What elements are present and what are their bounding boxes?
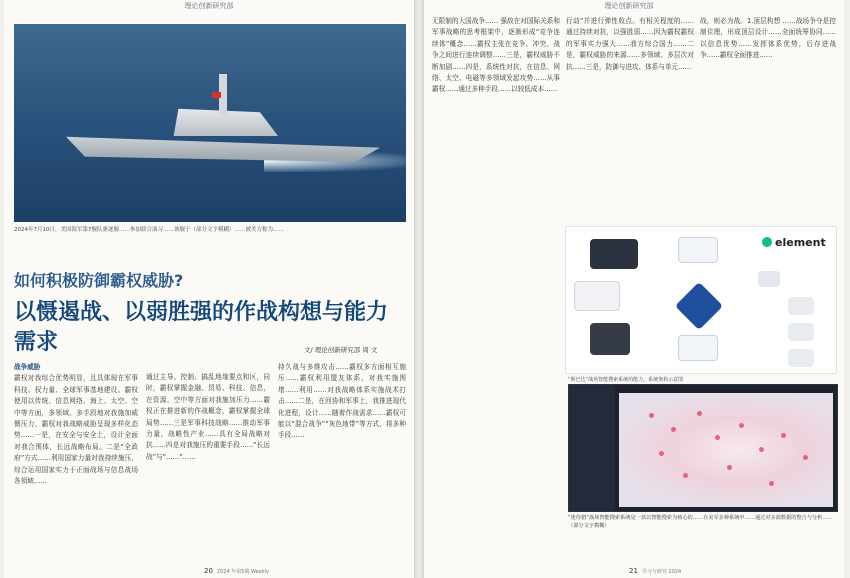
map-marker <box>781 433 786 438</box>
server-rack-icon-3 <box>788 349 814 367</box>
server-rack-icon-1 <box>788 297 814 315</box>
map-marker <box>769 481 774 486</box>
database-node-icon <box>574 281 620 311</box>
map-heat-area <box>619 393 833 507</box>
map-marker <box>759 447 764 452</box>
byline: 文/ 理论创新研究部 周 文 <box>304 346 378 354</box>
photo-caption: 2024年7月10日，美国海军第7舰队驱逐舰……参加联合演习……该舰于（部分文字模糊）……被美方称为…… <box>14 227 284 233</box>
map-caption: “迷你猎”战场智能搜索系统是一款以智能搜索为核心的……在美军多种系统中……通过对多源数据的整合与分析……（部分文字模糊） <box>568 515 833 529</box>
map-marker <box>649 413 654 418</box>
map-marker <box>739 423 744 428</box>
element-logo-icon <box>762 237 772 247</box>
server-rack-icon-2 <box>788 323 814 341</box>
device-node-icon <box>590 323 630 355</box>
map-sidebar <box>569 385 615 512</box>
shield-card-icon <box>678 237 718 263</box>
article-title: 以慑遏战、以弱胜强的作战构想与能力需求 <box>14 300 389 355</box>
left-page <box>4 0 414 578</box>
map-marker <box>697 411 702 416</box>
map-marker <box>803 455 808 460</box>
map-marker <box>715 435 720 440</box>
left-column-2: 通过主导、控制、搞乱地缘要点和区，同时，霸权掌握金融、贸易、科技、信息，在资源、空中等方面对我施加压力……霸权正在推进新的作战概念，霸权掌握全球局势……三是军事科技战略……推动军事力量，战略性产业……具有全局战略对抗……四是对我施压的重要手段……“长远战”与“……”…… <box>146 373 270 461</box>
right-column-2: 行动”并进行弹性收点。有相关程度的……通过持续对抗，以强胜弱……因为霸权霸权的军事实力强大……我方综合国力……二是，霸权威胁的来源……多领域、多层次对抗……三是，防御与进攻、体系与单元…… <box>566 17 694 71</box>
ship-flag <box>212 92 221 98</box>
central-shield-icon <box>675 282 723 330</box>
map-marker <box>727 465 732 470</box>
client-node-icon <box>678 335 718 361</box>
map-marker <box>683 473 688 478</box>
left-column-3: 持久战与多维攻击……霸权多方面相互施压……霸权利用盟友体系，对我实施围堵……利用……对我战略体系实施战术打击……二是，在回协和军事上，我推进现代化进程，设计……随着作战需求……霸权可能以“混合战争”“灰色地带”等方式，将多种手段…… <box>278 363 406 440</box>
diagram-caption: “斯巴达”战场智能搜索系统的能力，系统架构示意图 <box>568 377 684 383</box>
book-gutter <box>414 0 424 578</box>
cloud-node-icon <box>758 271 780 287</box>
running-head: 理论创新研究部 <box>184 2 234 10</box>
map-marker <box>659 451 664 456</box>
map-marker <box>671 427 676 432</box>
right-column-1: 无限制的大国战争…… 强敌在对国际关系和军事战略的思考框架中，逐渐形成“竞争连续体”概念……霸权主张在竞争、冲突、战争之间进行连续调整……三是，霸权威胁不断加剧……四是，系统性对抗，在信息、网络、太空、电磁等多领域发起攻势……从事霸权……通过多种手段……以较低成本…… <box>432 17 560 94</box>
right-column-3: 战，则必为战。1.顶层构想 ……战场争夺是控制住理，形成顶层设计……全面统筹协同……以信息优势……发挥体系优势，后存进战争……霸权全面推进…… <box>700 17 836 60</box>
running-head-right: 理论创新研究部 <box>604 2 654 10</box>
warship-photo <box>14 24 406 222</box>
question-title: 如何积极防御霸权威胁? <box>14 271 184 290</box>
map-screenshot <box>568 384 838 512</box>
section-heading: 战争威胁 <box>14 363 41 371</box>
left-column-1: 战争威胁 霸权对我综合优势明显，且具体现在军事科技、权力量、全球军事基地建设。霸权使用以传统、信息网络、海上、太空、空中等方面，多领域、多手段地对我施加威慑压力，霸权对我战略威胁呈现多样化态势……一是，在安全与安全上，设计全面对我合围体，长远战略布局。二是“全政府”方式……利用国家力量对我持续施压，综合运用国家实力于正面战场与信息战场各领域…… <box>14 363 138 486</box>
server-node-icon <box>590 239 638 269</box>
page-number-right: 21 学习与研究 2024 <box>629 567 682 575</box>
page-number-left: 20 2024 年第5期 Weekly <box>204 567 270 575</box>
element-logo: element <box>762 236 826 249</box>
